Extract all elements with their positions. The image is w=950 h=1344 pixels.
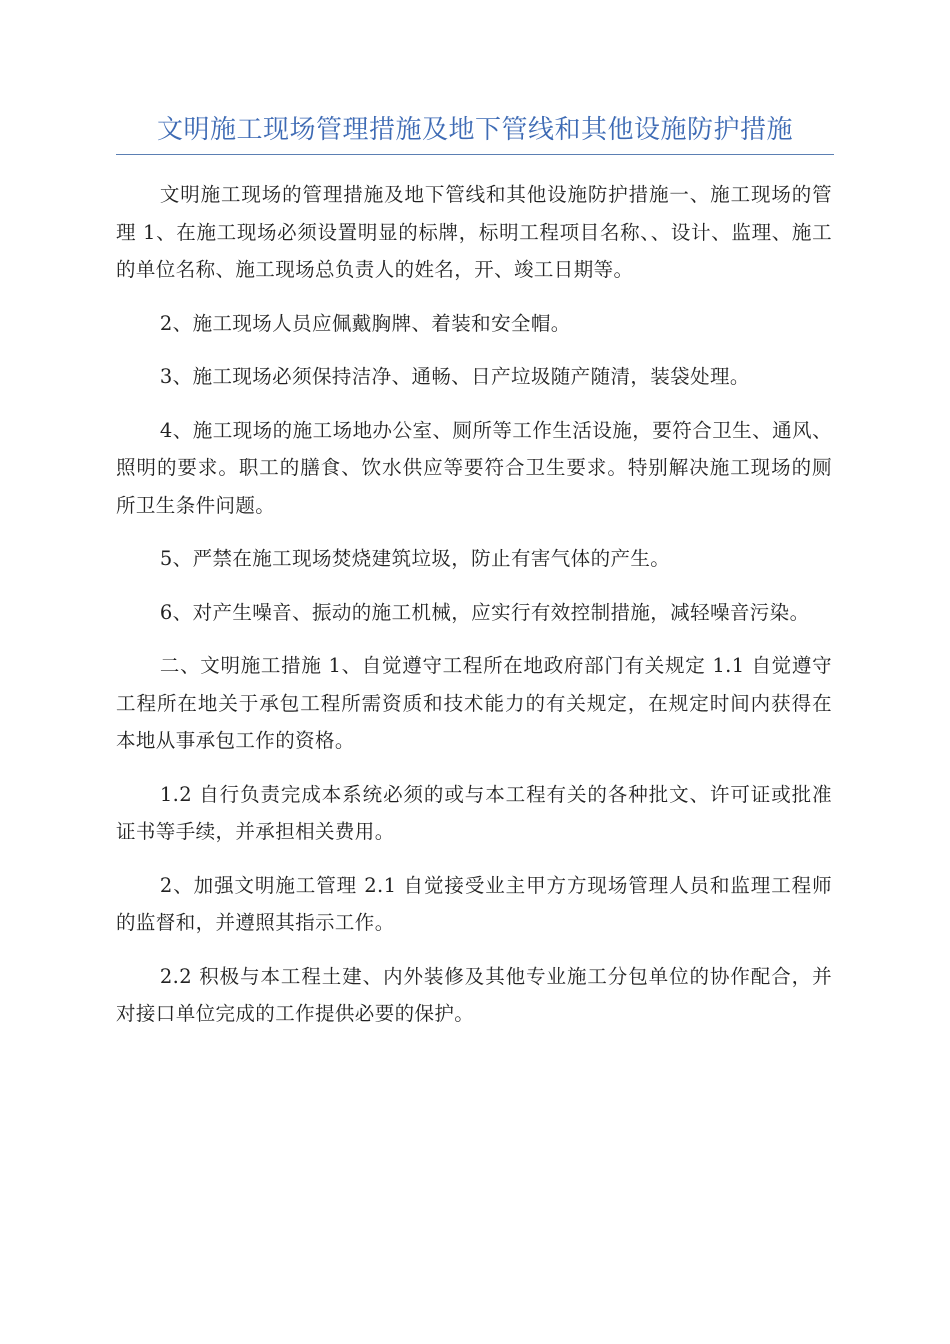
paragraph-10: 2.2 积极与本工程土建、内外装修及其他专业施工分包单位的协作配合，并对接口单位完成的工作提供必要的保护。 <box>116 964 832 1025</box>
paragraph-7: 二、文明施工措施 1、自觉遵守工程所在地政府部门有关规定 1.1 自觉遵守工程所在地关于承包工程所需资质和技术能力的有关规定，在规定时间内获得在本地从事承包工作的资格。 <box>116 654 832 752</box>
paragraph-8: 1.2 自行负责完成本系统必须的或与本工程有关的各种批文、许可证或批准证书等手续，并承担相关费用。 <box>116 782 832 843</box>
title-block <box>116 112 834 155</box>
document-title: 文明施工现场管理措施及地下管线和其他设施防护措施 <box>156 115 793 145</box>
paragraph-3: 3、施工现场必须保持洁净、通畅、日产垃圾随产随清，装袋处理。 <box>159 365 750 388</box>
paragraph-5: 5、严禁在施工现场焚烧建筑垃圾，防止有害气体的产生。 <box>159 547 671 570</box>
paragraph-9: 2、加强文明施工管理 2.1 自觉接受业主甲方方现场管理人员和监理工程师的监督和，并遵照其指示工作。 <box>116 873 832 934</box>
document-body <box>116 176 832 1049</box>
paragraph-2: 2、施工现场人员应佩戴胸牌、着装和安全帽。 <box>159 311 571 335</box>
paragraph-4: 4、施工现场的施工场地办公室、厕所等工作生活设施，要符合卫生、通风、照明的要求。职工的膳食、饮水供应等要符合卫生要求。特别解决施工现场的厕所卫生条件问题。 <box>116 418 832 517</box>
paragraph-6: 6、对产生噪音、振动的施工机械，应实行有效控制措施，减轻噪音污染。 <box>159 600 810 624</box>
paragraph-1: 文明施工现场的管理措施及地下管线和其他设施防护措施一、施工现场的管理 1、在施工现场必须设置明显的标牌，标明工程项目名称、、设计、监理、施工的单位名称、施工现场总负责人的姓名，开、竣工日期等。 <box>116 183 832 281</box>
